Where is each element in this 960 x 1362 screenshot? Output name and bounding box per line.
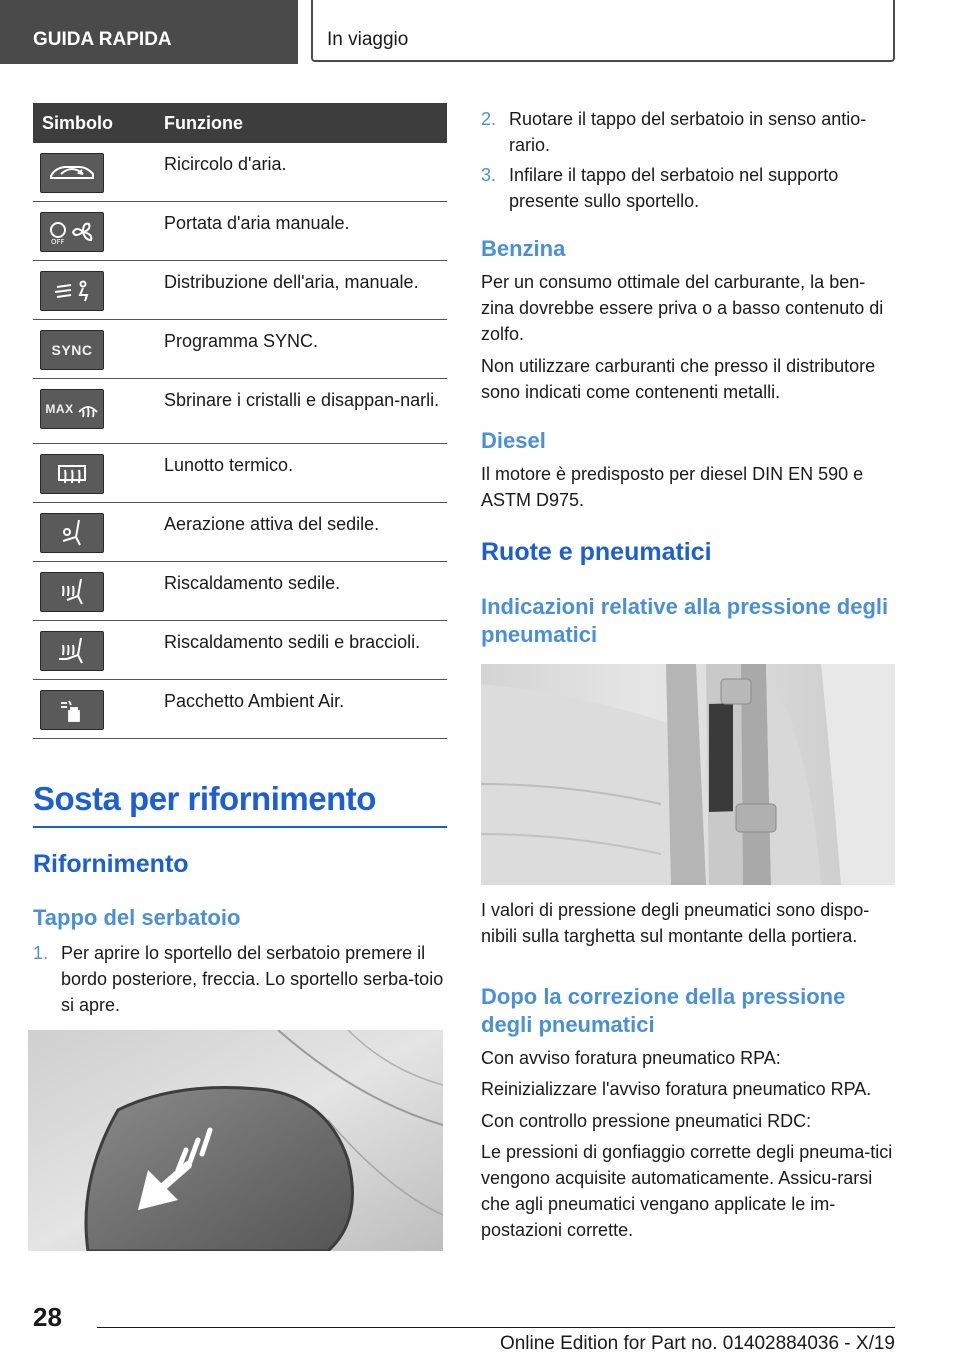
function-text: Pacchetto Ambient Air.: [164, 691, 345, 711]
seat-ventilation-icon: [40, 513, 104, 553]
sync-icon: [40, 330, 104, 370]
max-defrost-icon: [40, 389, 104, 429]
step-text: Ruotare il tappo del serbatoio in senso antio-rario.: [509, 109, 867, 155]
air-recirculation-icon: [40, 153, 104, 193]
seat-armrest-heating-icon: [40, 631, 104, 671]
function-text: Sbrinare i cristalli e disappan-narli.: [164, 390, 440, 410]
fan-speed-icon: [40, 212, 104, 252]
function-text: Portata d'aria manuale.: [164, 213, 350, 233]
step-3: [481, 162, 895, 216]
fuel-flap-photo: [28, 1030, 443, 1251]
step-number: 1.: [33, 943, 49, 963]
footer-divider: [97, 1327, 895, 1328]
seat-heating-icon: [40, 572, 104, 612]
rpa-intro: Con avviso foratura pneumatico RPA:: [481, 1048, 781, 1068]
fuel-flap-illustration: [28, 1030, 443, 1251]
heading-tire-pressure-info: Indicazioni relative alla pressione degli pneumatici: [481, 594, 889, 647]
table-row: [33, 621, 447, 680]
heading-petrol: Benzina: [481, 236, 566, 261]
table-row: [33, 143, 447, 202]
svg-text:OFF: OFF: [51, 238, 65, 246]
heading-wheels-tires: Ruote e pneumatici: [481, 538, 712, 566]
door-pillar-photo: [481, 664, 895, 885]
symbol-table: [33, 103, 447, 739]
rpa-instruction: Reinizializzare l'avviso foratura pneumatico RPA.: [481, 1079, 872, 1099]
step-1: [33, 940, 447, 1020]
tire-pressure-paragraph: I valori di pressione degli pneumatici sono dispo-nibili sulla targhetta sul montante della portiera.: [481, 900, 870, 946]
heading-refueling: Rifornimento: [33, 850, 189, 878]
table-row: [33, 320, 447, 379]
sync-icon-label: SYNC: [51, 342, 93, 358]
step-number: 3.: [481, 165, 497, 185]
heading-after-pressure-correction: Dopo la correzione della pressione degli pneumatici: [481, 984, 846, 1037]
ambient-air-icon: [40, 690, 104, 730]
function-text: Programma SYNC.: [164, 331, 319, 351]
col-function-header: Funzione: [164, 112, 243, 133]
col-symbol-header: Simbolo: [42, 112, 113, 133]
chapter-title: In viaggio: [311, 0, 895, 62]
rdc-intro: Con controllo pressione pneumatici RDC:: [481, 1111, 812, 1131]
rdc-instruction: Le pressioni di gonfiaggio corrette degli pneuma-tici vengono acquisite automaticamente. Assicu-rarsi che agli pneumatici vengano applicate le im-postazioni corrette.: [481, 1142, 893, 1240]
max-defrost-label: MAX: [45, 402, 74, 416]
table-row: [33, 444, 447, 503]
function-text: Aerazione attiva del sedile.: [164, 514, 380, 534]
table-header: [33, 103, 447, 143]
step-number: 2.: [481, 109, 497, 129]
function-text: Distribuzione dell'aria, manuale.: [164, 272, 419, 292]
petrol-paragraph-1: Per un consumo ottimale del carburante, la ben-zina dovrebbe essere priva o a basso contenuto di zolfo.: [481, 272, 884, 344]
heading-diesel: Diesel: [481, 428, 546, 453]
page-number: 28: [33, 1302, 62, 1332]
heading-fuel-cap: Tappo del serbatoio: [33, 905, 241, 930]
table-row: [33, 202, 447, 261]
air-distribution-icon: [40, 271, 104, 311]
step-text: Per aprire lo sportello del serbatoio premere il bordo posteriore, freccia. Lo sportello serba-toio si apre.: [61, 943, 444, 1015]
function-text: Lunotto termico.: [164, 455, 294, 475]
function-text: Ricircolo d'aria.: [164, 154, 287, 174]
door-pillar-illustration: [481, 664, 895, 885]
table-row: [33, 379, 447, 444]
table-row: [33, 261, 447, 320]
table-row: [33, 680, 447, 739]
section-tab: GUIDA RAPIDA: [0, 0, 298, 64]
petrol-paragraph-2: Non utilizzare carburanti che presso il distributore sono indicati come contenenti metalli.: [481, 356, 876, 402]
table-row: [33, 503, 447, 562]
function-text: Riscaldamento sedili e braccioli.: [164, 632, 421, 652]
function-text: Riscaldamento sedile.: [164, 573, 341, 593]
table-row: [33, 562, 447, 621]
footer-edition: Online Edition for Part no. 01402884036 - X/19: [499, 1333, 895, 1354]
diesel-paragraph: Il motore è predisposto per diesel DIN EN 590 e ASTM D975.: [481, 464, 864, 510]
rear-window-heater-icon: [40, 454, 104, 494]
step-text: Infilare il tappo del serbatoio nel supporto presente sullo sportello.: [509, 165, 839, 211]
step-2: [481, 106, 895, 160]
heading-refueling-stop: Sosta per rifornimento: [33, 780, 447, 828]
